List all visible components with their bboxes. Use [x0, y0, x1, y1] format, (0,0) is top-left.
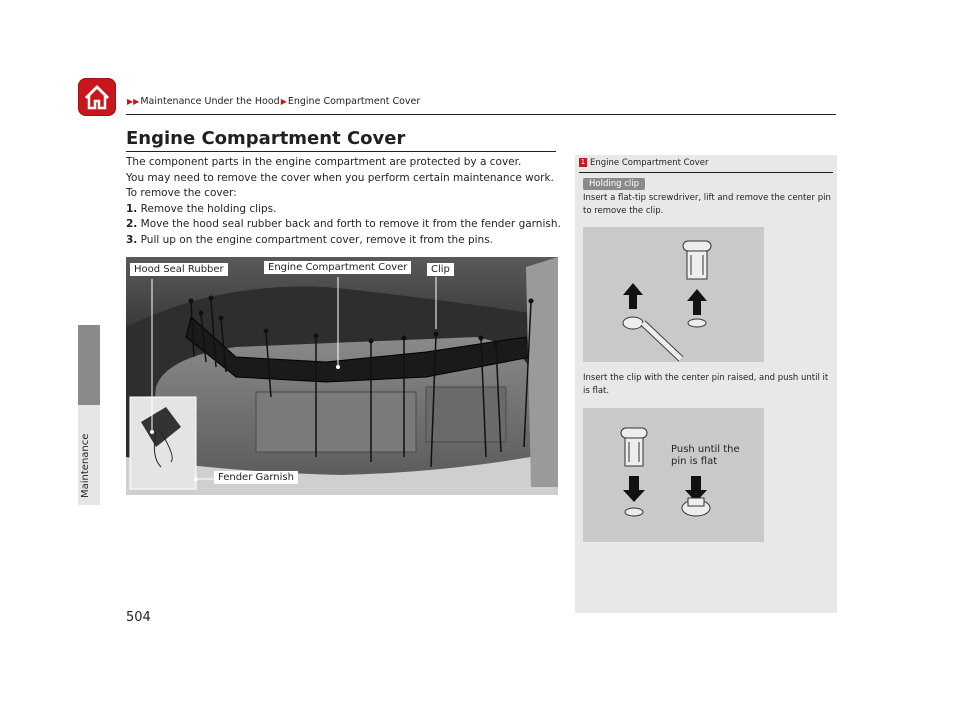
- step-3: 3. Pull up on the engine compartment cover, remove it from the pins.: [126, 233, 493, 246]
- paragraph: You may need to remove the cover when you perform certain maintenance work.: [126, 171, 554, 184]
- insert-clip-figure: [583, 408, 764, 542]
- sidebar-header: [579, 158, 709, 168]
- section-tab-label[interactable]: Maintenance: [80, 433, 91, 498]
- header-divider: [126, 114, 836, 115]
- label-hood-seal-rubber: Hood Seal Rubber: [130, 263, 228, 276]
- body-text: [126, 155, 566, 249]
- push-label: Push until the pin is flat: [671, 444, 740, 467]
- breadcrumb-item[interactable]: Maintenance Under the Hood: [140, 96, 280, 107]
- step-2: 2. Move the hood seal rubber back and forth to remove it from the fender garnish.: [126, 218, 561, 231]
- paragraph: The component parts in the engine compartment are protected by a cover.: [126, 156, 522, 168]
- breadcrumb: [126, 96, 420, 107]
- label-engine-compartment-cover: Engine Compartment Cover: [264, 261, 411, 274]
- title-divider: [126, 151, 556, 152]
- breadcrumb-arrow-icon: ▶▶: [127, 97, 140, 106]
- breadcrumb-arrow-icon: ▶: [280, 97, 287, 106]
- insert-clip-illustration: [583, 408, 764, 542]
- home-button[interactable]: [78, 78, 116, 116]
- breadcrumb-item: Engine Compartment Cover: [287, 96, 421, 107]
- label-clip: Clip: [427, 263, 454, 276]
- engine-compartment-illustration: [126, 257, 558, 495]
- label-fender-garnish: Fender Garnish: [214, 471, 298, 484]
- remove-clip-illustration: [583, 227, 764, 362]
- engine-photo: [126, 257, 558, 495]
- sidebar-text-remove: Insert a flat-tip screwdriver, lift and remove the center pin to remove the clip.: [583, 193, 831, 216]
- sidebar-text-insert: Insert the clip with the center pin raised, and push until it is flat.: [583, 373, 829, 396]
- home-icon: [78, 78, 116, 116]
- page-number: 504: [126, 610, 151, 625]
- step-1: 1. Remove the holding clips.: [126, 202, 277, 215]
- sidebar-header-text: Engine Compartment Cover: [590, 158, 709, 168]
- remove-clip-figure: [583, 227, 764, 362]
- note-number-badge: 1: [580, 158, 586, 166]
- paragraph: To remove the cover:: [126, 187, 237, 200]
- sidebar-divider: [579, 172, 833, 173]
- page-title: Engine Compartment Cover: [126, 128, 406, 149]
- holding-clip-badge: Holding clip: [583, 178, 645, 190]
- section-tab-marker: [78, 325, 100, 405]
